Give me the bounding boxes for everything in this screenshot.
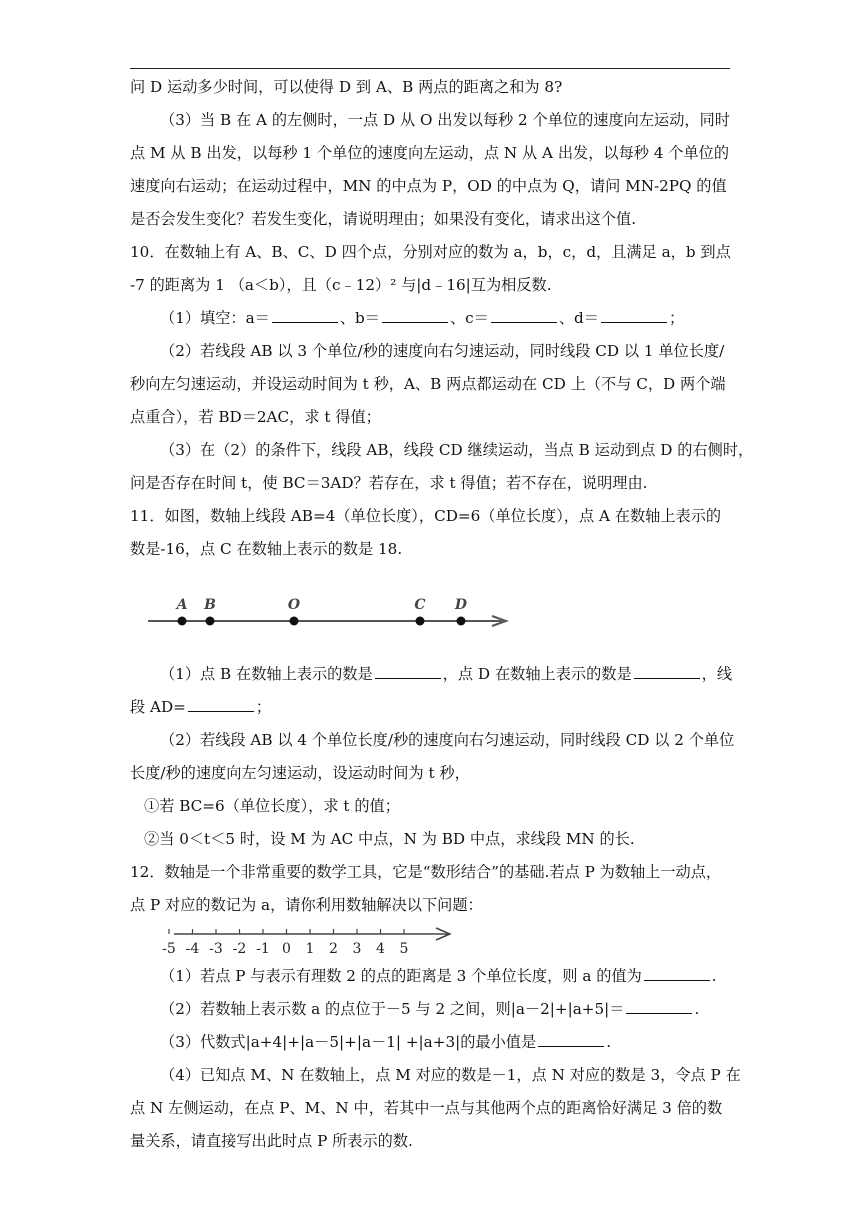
answer-blank[interactable]	[491, 321, 557, 323]
fill-in-line	[130, 960, 730, 993]
tick-label: 1	[305, 941, 315, 957]
answer-blank[interactable]	[375, 677, 441, 679]
tick-label: -4	[185, 941, 200, 957]
point-d-label: D	[454, 597, 468, 613]
answer-blank[interactable]	[382, 321, 448, 323]
answer-blank[interactable]	[272, 321, 338, 323]
point-a-dot	[178, 617, 187, 626]
text-line: 量关系，请直接写出此时点 P 所表示的数.	[130, 1132, 413, 1150]
text-fragment: ；	[668, 309, 685, 327]
point-c-label: C	[414, 597, 426, 613]
text-line: 问 D 运动多少时间，可以使得 D 到 A、B 两点的距离之和为 8?	[130, 78, 563, 96]
text-line: -7 的距离为 1 （a＜b），且（c﹣12）² 与|d﹣16|互为相反数.	[130, 276, 552, 294]
fill-in-line	[130, 302, 730, 335]
text-fragment: .	[694, 1000, 700, 1018]
fill-in-line	[130, 691, 730, 724]
text-fragment: （1）填空：a＝	[160, 309, 270, 327]
text-fragment: .	[711, 967, 717, 985]
text-line: 数是-16，点 C 在数轴上表示的数是 18.	[130, 540, 403, 558]
text-fragment: ，线	[701, 665, 733, 683]
text-line: 长度/秒的速度向左匀速运动，设运动时间为 t 秒，	[130, 764, 470, 782]
fill-in-line	[130, 1026, 730, 1059]
answer-blank[interactable]	[601, 321, 667, 323]
tick-number-line-svg	[130, 922, 730, 960]
text-fragment: （3）代数式|a+4|+|a－5|+|a－1| +|a+3|的最小值是	[160, 1033, 537, 1051]
text-fragment: 段 AD=	[130, 698, 186, 716]
answer-blank[interactable]	[188, 710, 254, 712]
text-fragment: 、c＝	[449, 309, 489, 327]
text-line: （3）在（2）的条件下，线段 AB，线段 CD 继续运动，当点 B 运动到点 D 的右侧时，	[160, 441, 754, 459]
point-o-label: O	[287, 597, 301, 613]
document-body	[130, 71, 754, 1158]
text-line: 秒向左匀速运动，并设运动时间为 t 秒，A、B 两点都运动在 CD 上（不与 C，D 两个端	[130, 375, 726, 393]
axis-ticks	[162, 929, 408, 957]
tick-label: -1	[256, 941, 270, 957]
text-line: 点 N 左侧运动，在点 P、M、N 中，若其中一点与其他两个点的距离恰好满足 3 倍的数	[130, 1099, 723, 1117]
text-fragment: （1）点 B 在数轴上表示的数是	[160, 665, 373, 683]
number-line-figure-abocd	[130, 566, 730, 658]
tick-label: 4	[376, 941, 385, 957]
tick-label: 2	[329, 941, 338, 957]
question-11-title: 11．如图，数轴上线段 AB=4（单位长度），CD=6（单位长度），点 A 在数轴上表示的	[130, 507, 722, 525]
fill-in-line	[130, 658, 733, 691]
text-line: 点 M 从 B 出发，以每秒 1 个单位的速度向左运动，点 N 从 A 出发，以每秒 4 个单位的	[130, 144, 730, 162]
answer-blank[interactable]	[538, 1045, 604, 1047]
tick-label: 5	[399, 941, 409, 957]
text-line: ②当 0＜t＜5 时，设 M 为 AC 中点，N 为 BD 中点，求线段 MN 的长.	[144, 830, 635, 848]
point-d-dot	[457, 617, 466, 626]
tick-label: 0	[282, 941, 291, 957]
text-fragment: （2）若数轴上表示数 a 的点位于－5 与 2 之间，则|a－2|+|a+5|＝	[160, 1000, 625, 1018]
answer-blank[interactable]	[644, 979, 710, 981]
text-fragment: （1）若点 P 与表示有理数 2 的点的距离是 3 个单位长度，则 a 的值为	[160, 967, 642, 985]
text-line: 点 P 对应的数记为 a，请你利用数轴解决以下问题：	[130, 896, 483, 914]
tick-label: -3	[209, 941, 223, 957]
point-b-dot	[206, 617, 215, 626]
point-o-dot	[290, 617, 299, 626]
text-fragment: ，点 D 在数轴上表示的数是	[442, 665, 632, 683]
number-line-svg	[130, 566, 730, 658]
text-line: （3）当 B 在 A 的左侧时，一点 D 从 O 出发以每秒 2 个单位的速度向左运动，同时	[160, 111, 730, 129]
text-line: 问是否存在时间 t，使 BC＝3AD？若存在，求 t 得值；若不存在，说明理由.	[130, 474, 648, 492]
question-10-title: 10．在数轴上有 A、B、C、D 四个点，分别对应的数为 a，b，c，d，且满足 a，b 到点	[130, 243, 731, 261]
point-c-dot	[416, 617, 425, 626]
text-line: 是否会发生变化？若发生变化，请说明理由；如果没有变化，请求出这个值.	[130, 210, 637, 228]
text-line: （2）若线段 AB 以 3 个单位/秒的速度向右匀速运动，同时线段 CD 以 1 单位长度/	[160, 342, 725, 360]
text-line: ①若 BC=6（单位长度），求 t 的值；	[144, 797, 400, 815]
question-12-title: 12．数轴是一个非常重要的数学工具，它是“数形结合”的基础.若点 P 为数轴上一动点，	[130, 863, 722, 881]
text-line: 速度向右运动；在运动过程中，MN 的中点为 P，OD 的中点为 Q，请问 MN-2PQ 的值	[130, 177, 727, 195]
text-fragment: ；	[255, 698, 272, 716]
tick-label: -5	[162, 941, 176, 957]
text-fragment: 、d＝	[558, 309, 599, 327]
text-line: （2）若线段 AB 以 4 个单位长度/秒的速度向右匀速运动，同时线段 CD 以 2 个单位	[160, 731, 735, 749]
tick-label: -2	[232, 941, 247, 957]
text-line: 点重合），若 BD＝2AC，求 t 得值；	[130, 408, 381, 426]
header-rule	[130, 68, 730, 69]
tick-label: 3	[352, 941, 362, 957]
number-line-figure-ticks	[130, 922, 730, 960]
text-fragment: .	[606, 1033, 612, 1051]
text-line: （4）已知点 M、N 在数轴上，点 M 对应的数是－1，点 N 对应的数是 3，令点 P 在	[160, 1066, 741, 1084]
fill-in-line	[130, 993, 730, 1026]
answer-blank[interactable]	[626, 1012, 692, 1014]
text-fragment: 、b＝	[339, 309, 380, 327]
point-b-label: B	[204, 597, 216, 613]
answer-blank[interactable]	[634, 677, 700, 679]
point-a-label: A	[176, 597, 188, 613]
